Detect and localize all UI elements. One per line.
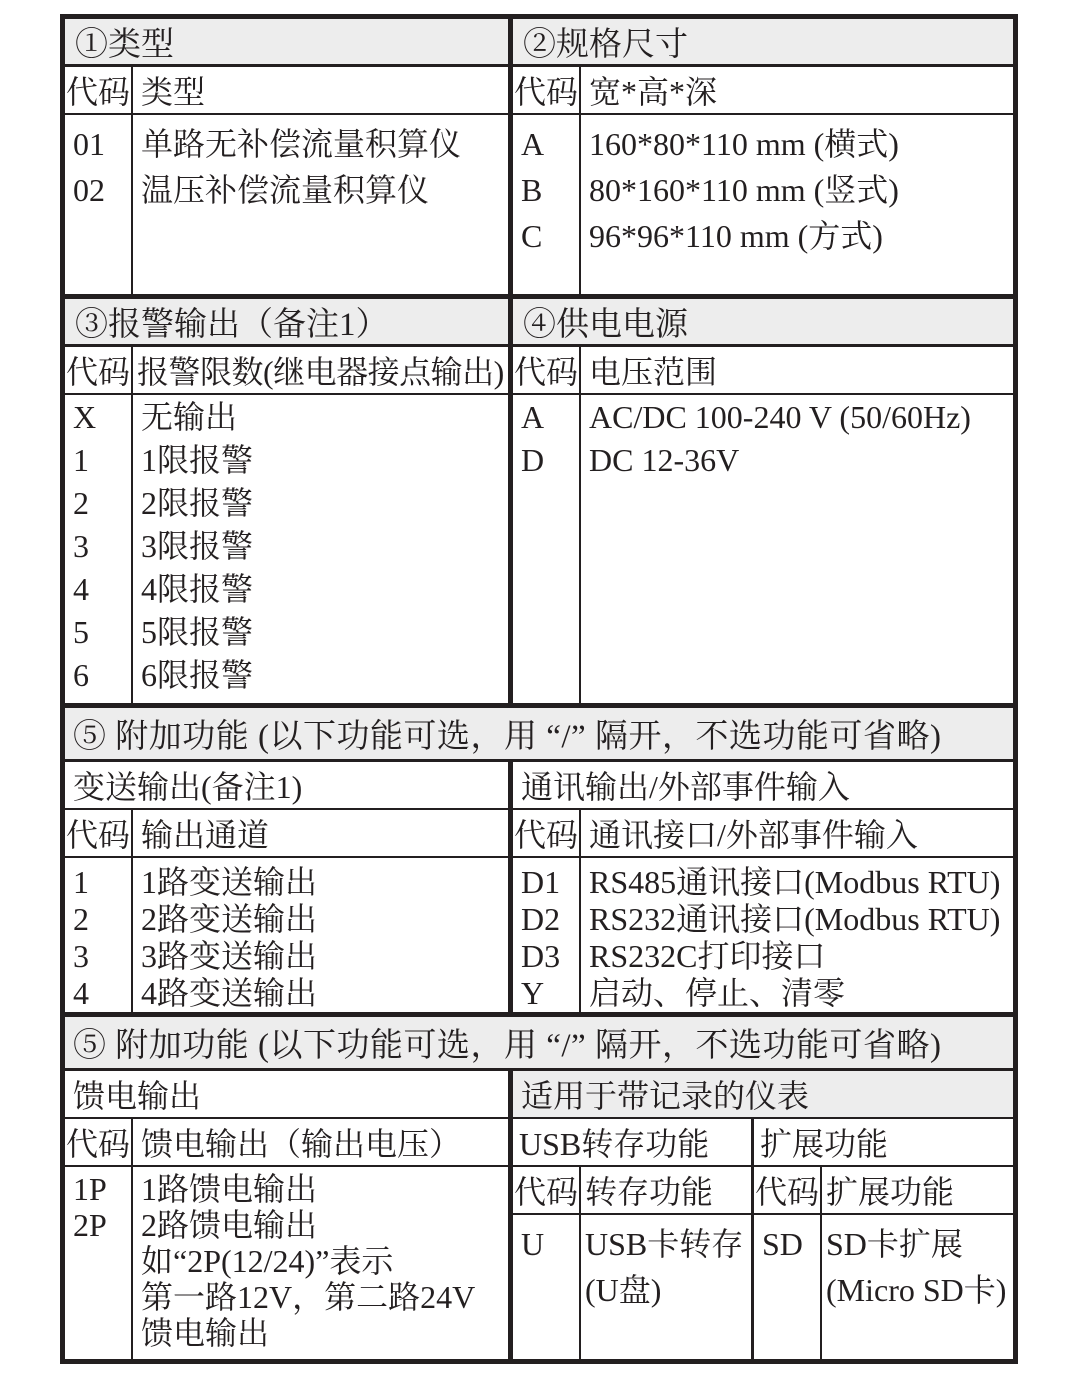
code-value: 4 (73, 571, 89, 607)
code-column (65, 1167, 133, 1359)
code-value: C (521, 218, 543, 254)
code-column (65, 115, 133, 294)
code-column (65, 858, 133, 1012)
sections-type-size-row (65, 19, 1013, 294)
desc-header: 通讯接口/外部事件输入 (589, 817, 918, 853)
desc-value: 单路无补偿流量积算仪 (141, 126, 462, 162)
code-value: 6 (73, 657, 89, 693)
sections-alarm-power-row (65, 299, 1013, 703)
section-type-body (65, 115, 508, 294)
code-value: B (521, 172, 543, 208)
code-column (513, 1215, 581, 1359)
code-value: Y (521, 975, 545, 1011)
desc-value: 温压补偿流量积算仪 (141, 172, 430, 208)
desc-header: 馈电输出（输出电压） (141, 1126, 462, 1162)
ordering-code-table (60, 14, 1018, 1364)
usb-subtable (513, 1119, 751, 1359)
sd-subtable-body (754, 1215, 1013, 1359)
desc-value: RS232通讯接口(Modbus RTU) (589, 901, 1001, 937)
section-size-column-header (513, 67, 1013, 115)
code-value: 2 (73, 901, 89, 937)
code-value: D (521, 442, 545, 478)
desc-value: (Micro SD卡) (826, 1272, 1007, 1308)
section-alarm-column-header (65, 347, 508, 395)
section-power-column-header (513, 347, 1013, 395)
code-column (65, 395, 133, 703)
section-type-title: ①类型 (65, 19, 508, 67)
desc-column (133, 858, 508, 1012)
sd-subtable (754, 1119, 1013, 1359)
code-header: 代码 (513, 347, 581, 393)
code-value: A (521, 399, 545, 435)
usb-subtable-body (513, 1215, 751, 1359)
section-alarm-body (65, 395, 508, 703)
subsection-feed (65, 1071, 508, 1359)
code-header: 代码 (513, 1167, 581, 1213)
desc-value: 1限报警 (141, 442, 254, 478)
desc-value: 无输出 (141, 399, 238, 435)
code-column (513, 858, 581, 1012)
record-subtables-row (513, 1119, 1013, 1359)
desc-header: 类型 (141, 74, 206, 110)
desc-column (822, 1215, 1013, 1359)
subsection-transmit-body (65, 858, 508, 1012)
subsection-comm-column-header (513, 810, 1013, 858)
desc-column (581, 858, 1013, 1012)
desc-header: 电压范围 (589, 354, 718, 390)
desc-value: 5限报警 (141, 614, 254, 650)
subsection-comm (513, 762, 1013, 1012)
code-value: D2 (521, 901, 561, 937)
subsection-comm-body (513, 858, 1013, 1012)
desc-header: 扩展功能 (826, 1174, 955, 1210)
subsection-record-title: 适用于带记录的仪表 (513, 1071, 1013, 1119)
desc-value: 启动、停止、清零 (589, 975, 846, 1011)
code-value: 2P (73, 1207, 107, 1243)
code-value: 1 (73, 442, 89, 478)
section-size (513, 19, 1013, 294)
desc-value: 1路馈电输出 (141, 1171, 318, 1207)
code-value: D1 (521, 864, 561, 900)
usb-subtable-title: USB转存功能 (513, 1119, 751, 1167)
section-extra2-title: ⑤ 附加功能 (以下功能可选，用 “/” 隔开，不选功能可省略) (65, 1017, 1013, 1071)
code-value: D3 (521, 938, 561, 974)
code-column (513, 395, 581, 703)
subsection-feed-title: 馈电输出 (65, 1071, 508, 1119)
code-value: 1 (73, 864, 89, 900)
desc-column (581, 1215, 751, 1359)
section-type-column-header (65, 67, 508, 115)
subsection-feed-body (65, 1167, 508, 1359)
code-header: 代码 (513, 810, 581, 856)
desc-header: 报警限数(继电器接点输出) (137, 354, 504, 390)
section-power-body (513, 395, 1013, 703)
desc-column (133, 1167, 508, 1359)
desc-value: SD卡扩展 (826, 1226, 963, 1262)
desc-value: 如“2P(12/24)”表示 (141, 1243, 394, 1279)
desc-header: 输出通道 (141, 817, 270, 853)
desc-value: 96*96*110 mm (方式) (589, 218, 883, 254)
desc-value: 1路变送输出 (141, 864, 318, 900)
code-value: X (73, 399, 97, 435)
desc-value: (U盘) (585, 1272, 662, 1308)
usb-column-header (513, 1167, 751, 1215)
code-value: U (521, 1226, 545, 1262)
sd-column-header (754, 1167, 1013, 1215)
code-value: 4 (73, 975, 89, 1011)
desc-header: 宽*高*深 (589, 74, 718, 110)
desc-column (581, 115, 1013, 294)
section-extra2-row (65, 1071, 1013, 1359)
desc-column (133, 395, 508, 703)
desc-value: USB卡转存 (585, 1226, 744, 1262)
code-value: A (521, 126, 545, 162)
sd-subtable-title: 扩展功能 (754, 1119, 1013, 1167)
desc-value: 4路变送输出 (141, 975, 318, 1011)
subsection-comm-title: 通讯输出/外部事件输入 (513, 762, 1013, 810)
desc-column (581, 395, 1013, 703)
code-column (513, 115, 581, 294)
code-value: 2 (73, 485, 89, 521)
desc-value: DC 12-36V (589, 442, 740, 478)
desc-value: 6限报警 (141, 657, 254, 693)
subsection-record (513, 1071, 1013, 1359)
code-header: 代码 (65, 1119, 133, 1165)
desc-header: 转存功能 (585, 1174, 714, 1210)
section-type (65, 19, 508, 294)
desc-value: 2路馈电输出 (141, 1207, 318, 1243)
code-value: 1P (73, 1171, 107, 1207)
section-alarm-title: ③报警输出（备注1） (65, 299, 508, 347)
subsection-feed-column-header (65, 1119, 508, 1167)
code-header: 代码 (65, 67, 133, 113)
desc-value: RS232C打印接口 (589, 938, 826, 974)
section-size-body (513, 115, 1013, 294)
subsection-transmit-title: 变送输出(备注1) (65, 762, 508, 810)
desc-value: 3路变送输出 (141, 938, 318, 974)
code-value: 01 (73, 126, 105, 162)
code-header: 代码 (754, 1167, 822, 1213)
desc-value: 4限报警 (141, 571, 254, 607)
section-alarm (65, 299, 508, 703)
section-power-title: ④供电电源 (513, 299, 1013, 347)
code-header: 代码 (65, 347, 133, 393)
code-header: 代码 (513, 67, 581, 113)
code-column (754, 1215, 822, 1359)
desc-value: 馈电输出 (141, 1315, 270, 1351)
code-value: 02 (73, 172, 105, 208)
subsection-transmit-column-header (65, 810, 508, 858)
section-size-title: ②规格尺寸 (513, 19, 1013, 67)
section-extra1-row (65, 762, 1013, 1012)
code-value: SD (762, 1226, 803, 1262)
code-value: 5 (73, 614, 89, 650)
desc-value: 3限报警 (141, 528, 254, 564)
desc-value: 2限报警 (141, 485, 254, 521)
desc-value: AC/DC 100-240 V (50/60Hz) (589, 399, 971, 435)
desc-value: 80*160*110 mm (竖式) (589, 172, 899, 208)
desc-value: 160*80*110 mm (横式) (589, 126, 899, 162)
section-extra1-title: ⑤ 附加功能 (以下功能可选，用 “/” 隔开，不选功能可省略) (65, 708, 1013, 762)
code-value: 3 (73, 528, 89, 564)
desc-column (133, 115, 508, 294)
desc-value: 2路变送输出 (141, 901, 318, 937)
section-power (513, 299, 1013, 703)
code-header: 代码 (65, 810, 133, 856)
code-value: 3 (73, 938, 89, 974)
desc-value: 第一路12V，第二路24V (141, 1279, 476, 1315)
desc-value: RS485通讯接口(Modbus RTU) (589, 864, 1001, 900)
subsection-transmit (65, 762, 508, 1012)
